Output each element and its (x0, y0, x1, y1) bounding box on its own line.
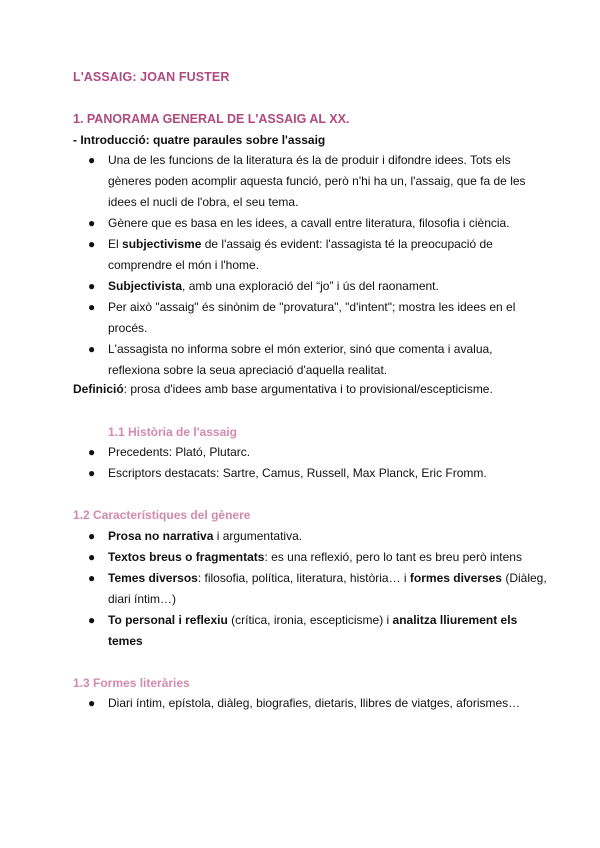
bullet-icon: ● (88, 571, 96, 585)
bullet-icon: ● (88, 153, 96, 167)
bullet-icon: ● (88, 300, 96, 314)
list-item: ● El subjectivisme de l'assaig és evident: l'assagista té la preocupació de comprendre el món i l'home. (88, 234, 538, 276)
list-item: ● Gènere que es basa en les idees, a cavall entre literatura, filosofia i ciència. (88, 213, 538, 234)
section-1-3-list (88, 693, 538, 714)
section-1-1-list (88, 442, 538, 484)
list-item: ● Una de les funcions de la literatura és la de produir i difondre idees. Tots els gèneres poden acomplir aquesta funció, però n'hi ha un, l'assaig, que fa de les idees el nucli de l'obra, el seu tema. (88, 150, 538, 213)
list-item: ● Subjectivista, amb una exploració del “jo” i ús del raonament. (88, 276, 538, 297)
list-item: ● Per això "assaig" és sinònim de "provatura", "d'intent"; mostra les idees en el procés. (88, 297, 538, 339)
bullet-icon: ● (88, 237, 96, 251)
intro-line: - Introducció: quatre paraules sobre l'assaig (73, 133, 326, 147)
section-1-list (88, 150, 538, 381)
bullet-icon: ● (88, 696, 96, 710)
list-item: ● Precedents: Plató, Plutarc. (88, 442, 538, 463)
definition-line: Definició: prosa d'idees amb base argumentativa i to provisional/escepticisme. (73, 382, 493, 396)
section-1-1-heading: 1.1 Història de l'assaig (108, 425, 237, 439)
list-item: ● L'assagista no informa sobre el món exterior, sinó que comenta i avalua, reflexiona sobre la seua apreciació d'aquella realitat. (88, 339, 538, 381)
bullet-icon: ● (88, 279, 96, 293)
list-item: ● Prosa no narrativa i argumentativa. (88, 526, 548, 547)
list-item: ● Diari íntim, epístola, diàleg, biografies, dietaris, llibres de viatges, aforismes… (88, 693, 538, 714)
list-item: ● Temes diversos: filosofia, política, literatura, història… i formes diverses (Diàleg, diari íntim…) (88, 568, 548, 610)
bullet-icon: ● (88, 613, 96, 627)
bullet-icon: ● (88, 529, 96, 543)
bullet-icon: ● (88, 216, 96, 230)
list-item: ● Textos breus o fragmentats: es una reflexió, pero lo tant es breu però intens (88, 547, 548, 568)
list-item: ● Escriptors destacats: Sartre, Camus, Russell, Max Planck, Eric Fromm. (88, 463, 538, 484)
document-title: L'ASSAIG: JOAN FUSTER (73, 70, 230, 84)
section-1-3-heading: 1.3 Formes literàries (73, 676, 190, 690)
list-item: ● To personal i reflexiu (crítica, ironia, escepticisme) i analitza lliurement els temes (88, 610, 548, 652)
bullet-icon: ● (88, 445, 96, 459)
section-1-heading: 1. PANORAMA GENERAL DE L'ASSAIG AL XX. (73, 112, 350, 126)
section-1-2-heading: 1.2 Característiques del gènere (73, 508, 251, 522)
bullet-icon: ● (88, 550, 96, 564)
bullet-icon: ● (88, 342, 96, 356)
bullet-icon: ● (88, 466, 96, 480)
section-1-2-list (88, 526, 548, 652)
